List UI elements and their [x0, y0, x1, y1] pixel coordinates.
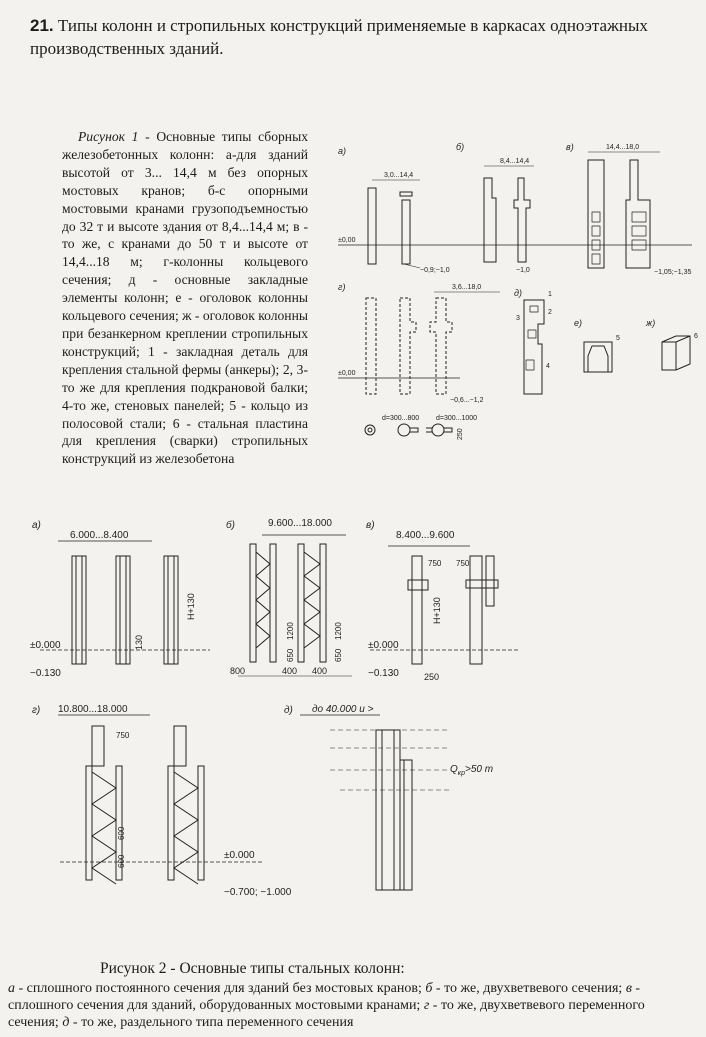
legend-a-key: а [8, 981, 15, 996]
fig2b-w400a: 400 [282, 666, 298, 676]
fig2b-1200a: 1200 [286, 622, 295, 640]
fig1a-column-2 [400, 192, 412, 264]
fig1-zero-label: ±0,00 [338, 237, 356, 244]
fig1a-depth-leader [404, 264, 420, 268]
fig1e-n5: 5 [616, 335, 620, 342]
fig1b-column-1 [484, 178, 496, 262]
legend-d-text: - то же, раздельного типа переменного сечения [69, 1015, 354, 1030]
fig2v-column-2 [466, 556, 498, 664]
legend-d-key: д [62, 1015, 70, 1030]
fig1g-section-2 [398, 424, 418, 436]
figure1-caption-prefix: Рисунок 1 [78, 129, 139, 144]
fig2v-750: 750 [428, 559, 442, 568]
figure1-drawing [338, 142, 698, 440]
fig1b-depth: −1,0 [516, 267, 530, 274]
fig2a-column-3 [164, 556, 178, 664]
fig2v-minus: −0.130 [368, 668, 399, 679]
fig1a-dim: 3,0...14,4 [384, 172, 414, 179]
fig1d-column [524, 300, 544, 394]
fig1d-n4: 4 [546, 363, 550, 370]
fig1g-dim: 3,6...18,0 [452, 284, 482, 291]
fig1zh-head [662, 336, 690, 370]
fig1g-section-3 [426, 424, 452, 436]
fig1g-d2: d=300...1000 [436, 415, 478, 422]
fig1v-depth: −1,05;−1,35 [654, 269, 692, 276]
fig1g-section-1 [365, 425, 375, 435]
fig2v-column-1 [408, 556, 428, 664]
fig2b-w400b: 400 [312, 666, 328, 676]
fig1v-dim: 14,4...18,0 [606, 144, 640, 151]
legend-g-key: г [423, 998, 430, 1013]
fig2b-column-1 [250, 544, 276, 662]
fig1-label-e: е) [574, 318, 583, 328]
fig1-label-zh: ж) [646, 318, 656, 328]
fig2-label-b: б) [226, 520, 235, 531]
fig1g-column-2 [400, 298, 416, 394]
legend-v-text: - сплошного сечения для зданий, оборудованных мостовыми кранами; [8, 981, 641, 1013]
fig2b-dim: 9.600...18.000 [268, 518, 332, 529]
fig2b-w800: 800 [230, 666, 246, 676]
figure2-title: Рисунок 2 - Основные типы стальных колонн: [100, 960, 405, 977]
fig2b-650a: 650 [286, 648, 295, 662]
fig1g-section-1-inner [368, 428, 372, 432]
fig2-label-v: в) [366, 520, 375, 531]
fig1g-h250: 250 [457, 428, 464, 440]
fig2b-1200b: 1200 [334, 622, 343, 640]
fig2v-750b: 750 [456, 559, 470, 568]
fig1-label-d: д) [514, 288, 522, 298]
fig2-label-d: д) [284, 705, 293, 716]
legend-g-text: - то же, двухветвевого переменного сечения; [8, 998, 645, 1030]
fig1v-column-1 [588, 160, 604, 268]
fig1g-zero: ±0,00 [338, 370, 356, 377]
fig2d-qkr-sub: кр [457, 770, 465, 777]
fig2a-dim: 6.000...8.400 [70, 530, 129, 541]
legend-v-key: в [625, 981, 632, 996]
fig2g-dim: 10.800...18.000 [58, 704, 128, 715]
fig1e-head [584, 342, 612, 372]
fig1-label-b: б) [456, 142, 465, 152]
fig2-label-g: г) [32, 705, 41, 716]
fig2a-minus: −0.130 [30, 668, 61, 679]
fig1a-depth: −0,9;−1,0 [420, 267, 450, 274]
fig2v-250: 250 [424, 672, 440, 682]
fig2a-column-1 [72, 556, 86, 664]
fig2v-zero: ±0.000 [368, 640, 399, 651]
fig2b-column-2 [298, 544, 326, 662]
figure2-legend [8, 980, 698, 1031]
fig1g-column-3 [430, 298, 452, 394]
fig2d-qkr-val: >50 т [464, 764, 494, 775]
fig1v-column-1-openings [592, 212, 600, 264]
fig1-label-g: г) [338, 282, 346, 292]
fig2g-column-2 [168, 726, 204, 884]
fig2g-750: 750 [116, 731, 130, 740]
fig1v-column-2-openings [632, 212, 646, 250]
fig1d-n2: 2 [548, 309, 552, 316]
fig1zh-n6: 6 [694, 333, 698, 340]
heading-number: 21. [30, 16, 54, 35]
fig2-label-a: а) [32, 520, 41, 531]
fig1-label-a: а) [338, 146, 347, 156]
fig1d-embedded-parts [526, 306, 538, 370]
fig2a-zero: ±0.000 [30, 640, 61, 651]
figure1-caption-text: - Основные типы сборных железобетонных колонн: а-для зданий высотой от 3... 14,4 м без опорных мостовых кранов; б-с опорными мостовыми кранами грузоподъемностью до 32 т и высоте здания от 8,4...14,4 м; в - то же, с кранами до 50 т и высоте от 14,4...18 м; г-колонны кольцевого сечения; д - основные закладные элементы колонн; е - оголовок колонны кольцевого сечения; ж - оголовок колонны при безанкерном креплении стропильных конструкций; 1 - закладная деталь для крепления стальной фермы (анкеры); 2, 3-то же для крепления подкрановой балки; 4-то же, стеновых панелей; 5 - кольцо из полосовой стали; 6 - стальная пластина для крепления (сварки) стропильных конструкций из железобетона [62, 129, 308, 467]
fig2g-minus: −0.700; −1.000 [224, 887, 292, 898]
fig1d-n1: 1 [548, 291, 552, 298]
fig2a-column-2 [116, 556, 130, 664]
fig2d-crane-branch [400, 760, 412, 890]
fig2g-600b: 600 [117, 854, 126, 868]
fig2g-zero: ±0.000 [224, 850, 255, 861]
fig1b-dim: 8,4...14,4 [500, 158, 530, 165]
fig1g-depth: −0,6...−1,2 [450, 397, 484, 404]
fig2v-h130: H+130 [432, 597, 442, 624]
fig1g-d1: d=300...800 [382, 415, 420, 422]
fig2d-qkr [450, 764, 493, 777]
fig2a-h130: H+130 [186, 593, 196, 620]
fig2v-dim: 8.400...9.600 [396, 530, 455, 541]
fig1g-column-1 [366, 298, 376, 394]
legend-a-text: - сплошного постоянного сечения для зданий без мостовых кранов; [15, 981, 426, 996]
fig1v-column-2 [626, 160, 650, 268]
fig1d-n3: 3 [516, 315, 520, 322]
fig2d-dim: до 40.000 и > [312, 704, 374, 715]
fig2a-v130: 130 [134, 634, 144, 650]
fig2b-650b: 650 [334, 648, 343, 662]
legend-b-key: б [425, 981, 433, 996]
fig2g-600a: 600 [117, 826, 126, 840]
fig1-label-v: в) [566, 142, 574, 152]
legend-b-text: - то же, двухветвевого сечения; [432, 981, 626, 996]
figure2-drawing [30, 518, 520, 898]
fig2d-qkr-q: Q [450, 764, 458, 775]
fig1a-column-1 [368, 188, 376, 264]
fig1b-column-2 [514, 178, 530, 262]
heading-text: Типы колонн и стропильных конструкций применяемые в каркасах одноэтажных производственных зданий. [30, 16, 648, 58]
fig2d-column [376, 730, 400, 890]
